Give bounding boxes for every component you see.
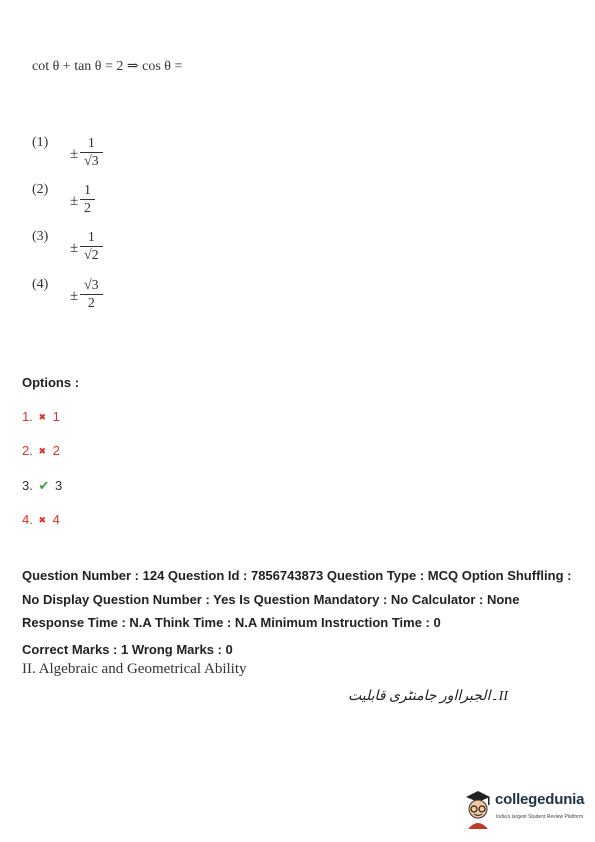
option-item-1 <box>22 409 60 424</box>
answer-number: (2) <box>32 182 49 197</box>
option-index: 1. <box>22 409 33 424</box>
option-item-3 <box>22 478 62 494</box>
answer-option-3 <box>32 229 112 269</box>
plus-minus-sign: ± <box>70 288 79 304</box>
denominator: 2 <box>84 201 91 216</box>
numerator: √3 <box>84 278 99 293</box>
answer-number: (3) <box>32 229 49 244</box>
fraction <box>82 182 93 217</box>
numerator: 1 <box>84 183 91 198</box>
denominator: √2 <box>84 248 99 263</box>
fraction <box>82 229 101 264</box>
question-text: cot θ + tan θ = 2 ⇒ cos θ = <box>32 59 183 74</box>
option-item-4 <box>22 512 60 527</box>
option-index: 3. <box>22 478 33 493</box>
numerator: 1 <box>87 230 95 245</box>
cross-icon: ✖ <box>38 446 47 456</box>
logo-tagline: India's largest Student Review Platform <box>496 814 584 820</box>
answer-option-1 <box>32 135 112 175</box>
logo-name: collegedunia <box>495 791 585 808</box>
option-item-2 <box>22 443 60 458</box>
option-value: 1 <box>52 409 60 424</box>
option-index: 2. <box>22 443 33 458</box>
question-metadata: Question Number : 124 Question Id : 7856743873 Question Type : MCQ Option Shuffling : No Display Question Number : Yes Is Question Mandatory : No Calculator : None Response Time : N.A Think Time : N.A Minimum Instruction Time : 0 <box>22 568 572 630</box>
option-index: 4. <box>22 512 33 527</box>
cross-icon: ✖ <box>38 412 47 422</box>
answer-number: (1) <box>32 135 49 150</box>
options-heading: Options : <box>22 375 80 390</box>
answer-option-4 <box>32 277 112 317</box>
denominator: √3 <box>84 154 99 169</box>
section-title-urdu: II۔الجبرااور جامنٹری قابلیت <box>348 689 508 704</box>
option-value: 2 <box>52 443 60 458</box>
cross-icon: ✖ <box>38 515 47 525</box>
section-title-english: II. Algebraic and Geometrical Ability <box>22 661 247 677</box>
collegedunia-logo <box>462 787 587 832</box>
checkmark-icon: ✔ <box>38 478 50 493</box>
plus-minus-sign: ± <box>70 146 79 162</box>
fraction <box>82 135 101 170</box>
answer-number: (4) <box>32 277 49 292</box>
fraction <box>82 277 101 312</box>
numerator: 1 <box>87 136 95 151</box>
option-value: 4 <box>52 512 60 527</box>
student-mascot-icon <box>462 787 494 829</box>
option-value: 3 <box>55 478 63 493</box>
plus-minus-sign: ± <box>70 193 79 209</box>
plus-minus-sign: ± <box>70 240 79 256</box>
denominator: 2 <box>87 296 95 311</box>
answer-option-2 <box>32 182 112 222</box>
marks-info: Correct Marks : 1 Wrong Marks : 0 <box>22 642 233 657</box>
